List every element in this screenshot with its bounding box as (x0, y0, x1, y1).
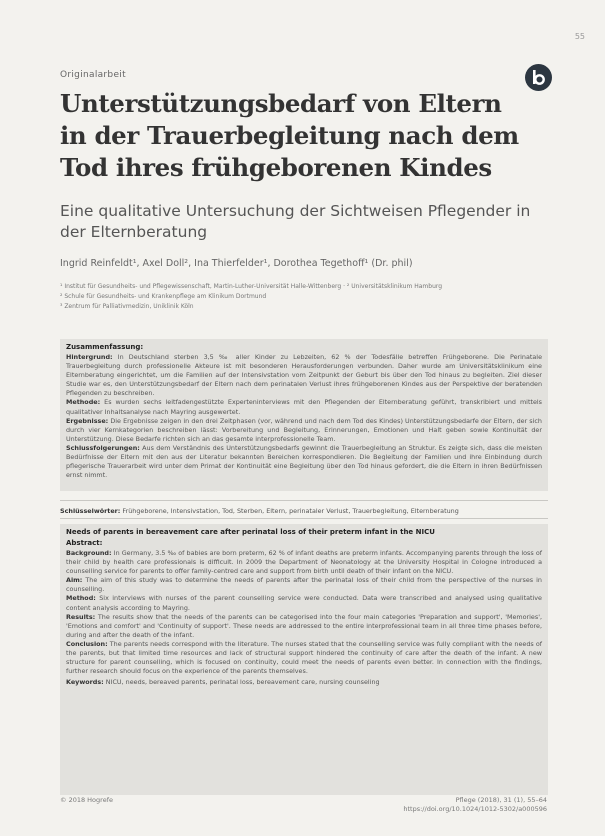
paragraph-label: Background: (66, 549, 112, 557)
journal-citation: Pflege (2018), 31 (1), 55–64 (455, 796, 547, 804)
abstract-paragraph (66, 576, 542, 594)
keywords-english (66, 678, 542, 687)
abstract-german (60, 339, 548, 491)
paragraph-label: Schlussfolgerungen: (66, 443, 140, 452)
copyright: © 2018 Hogrefe (60, 796, 113, 804)
paragraph-label: Methode: (66, 398, 101, 407)
paragraph-label: Method: (66, 594, 96, 603)
paragraph-text: The results show that the needs of the parents can be categorised into the four main categories 'Preparation and support', 'Memories', 'Emotions and comfort' and 'Continuity of support'. These needs are addressed to the entire interprofessional team in all three time phases before, during and after the death of the infant. (66, 612, 542, 639)
abstract-body (60, 547, 548, 687)
keywords-label: Schlüsselwörter: (60, 507, 121, 515)
abstract-paragraph (66, 549, 542, 576)
keywords-label: Keywords: (66, 678, 104, 687)
abstract-heading: Abstract: (66, 539, 103, 547)
divider (60, 518, 548, 519)
abstract-paragraph (66, 594, 542, 612)
abstract-paragraph (66, 398, 542, 416)
keywords-german (60, 507, 548, 515)
paragraph-label: Hintergrund: (66, 353, 113, 361)
hogrefe-logo-icon (525, 64, 552, 91)
article-title: Unterstützungsbedarf von Eltern in der Trauerbegleitung nach dem Tod ihres frühgeborenen Kindes (60, 89, 519, 182)
paragraph-text: Aus dem Verständnis des Unterstützungsbedarfs gewinnt die Trauerbegleitung an Struktur. Es zeigte sich, dass die meisten Bedürfnisse der Eltern mit den aus der Literatur bekannten Bereichen korrespondieren. Die Begleitung der Familien und ihre Einbindung durch pflegerische Trauerarbeit wird unter dem Primat der Kontinuität eine Begleitung über den Tod hinaus gefordert, die die Eltern in ihren Bedürfnissen ernst nimmt. (66, 443, 542, 480)
paragraph-text: The aim of this study was to determine the needs of parents after the perinatal loss of their child from the perspective of the nurses in counselling. (66, 576, 542, 594)
paragraph-label: Ergebnisse: (66, 416, 109, 425)
abstract-paragraph (66, 417, 542, 444)
affiliation-line: ¹ Institut für Gesundheits- und Pflegewissenschaft, Martin-Luther-Universität Halle-Wittenberg · ² Universitätsklinikum Hamburg (60, 283, 443, 290)
abstract-paragraph (66, 444, 542, 480)
article-subtitle: Eine qualitative Untersuchung der Sichtweisen Pflegender in der Elternberatung (60, 202, 531, 241)
abstract-paragraph (66, 613, 542, 640)
paragraph-text: The parents needs correspond with the literature. The nurses stated that the counselling service was fully compliant with the needs of the parents, but that limited time resources and lack of structural support hindered the continuity of care after the death of the infant. A new structure for parent counselling, which is focused on continuity, could meet the needs of parents even better. In connection with the findings, further research should focus on the experience of the parents themselves. (66, 639, 542, 676)
paragraph-label: Conclusion: (66, 639, 108, 648)
paragraph-text: Die Ergebnisse zeigen in den drei Zeitphasen (vor, während und nach dem Tod des Kindes) Unterstützungsbedarfe der Eltern, der sich durch vier Kernkategorien beschreiben lässt: Vorbereitung und Begleitung, Erinnerungen, Emotionen und Halt geben sowie Kontinuität der Unterstützung. Diese Bedarfe richten sich an das gesamte interprofessionelle Team. (66, 416, 542, 443)
abstract-heading: Zusammenfassung: (66, 343, 144, 351)
paragraph-label: Results: (66, 612, 96, 621)
paragraph-text: In Deutschland sterben 3,5 ‰ aller Kinder zu Lebzeiten, 62 % der Todesfälle betreffen Frühgeborene. Die Perinatale Trauerbegleitung durch professionelle Akteure ist mit besonderen Herausforderungen verbunden. Daher wurde am Universitätsklinikum eine Elternberatung eingerichtet, um die Familien auf der Intensivstation vom Zeitpunkt der Geburt bis über den Tod hinaus zu begleiten. Ziel dieser Studie war es, den Unterstützungsbedarf der Eltern nach dem perinatalen Verlust ihres frühgeborenen Kindes aus der Perspektive der beratenden Pflegenden zu beschreiben. (66, 353, 542, 398)
paragraph-label: Aim: (66, 576, 83, 585)
paragraph-text: Es wurden sechs leitfadengestützte Experteninterviews mit den Pflegenden der Elternberatung geführt, transkribiert und mittels qualitativer Inhaltsanalyse nach Mayring ausgewertet. (66, 398, 542, 416)
keywords-text: Frühgeborene, Intensivstation, Tod, Sterben, Eltern, perinataler Verlust, Trauerbegleitung, Elternberatung (122, 507, 459, 515)
abstract-english-title: Needs of parents in bereavement care after perinatal loss of their preterm infant in the NICU (66, 528, 435, 536)
paragraph-text: In Germany, 3.5 ‰ of babies are born preterm, 62 % of infant deaths are preterm infants. Accompanying parents through the loss of their child by health care professionals is difficult. In 2009 the Department of Neonatology at the University Hospital in Cologne introduced a counselling service for parents to offer family-centred care and support from birth until death of their infant on the NICU. (66, 549, 542, 576)
affiliations (60, 282, 550, 312)
author-list: Ingrid Reinfeldt¹, Axel Doll², Ina Thierfelder¹, Dorothea Tegethoff¹ (Dr. phil) (60, 258, 413, 269)
affiliation-line: ² Schule für Gesundheits- und Krankenpflege am Klinikum Dortmund (60, 293, 267, 300)
abstract-english (60, 524, 548, 795)
divider (60, 500, 548, 501)
article-category: Originalarbeit (60, 70, 126, 80)
abstract-body (60, 351, 548, 480)
publisher-logo (525, 64, 552, 91)
doi-link[interactable]: https://doi.org/10.1024/1012-5302/a000596 (403, 805, 547, 813)
paragraph-text: Six interviews with nurses of the parent counselling service were conducted. Data were transcribed and analysed using qualitative content analysis according to Mayring. (66, 594, 542, 612)
page-number: 55 (574, 32, 585, 41)
abstract-paragraph (66, 640, 542, 676)
abstract-paragraph (66, 353, 542, 398)
affiliation-line: ³ Zentrum für Palliativmedizin, Uniklinik Köln (60, 303, 194, 310)
keywords-text: NICU, needs, bereaved parents, perinatal loss, bereavement care, nursing counseling (105, 678, 380, 687)
citation-info (403, 796, 547, 814)
